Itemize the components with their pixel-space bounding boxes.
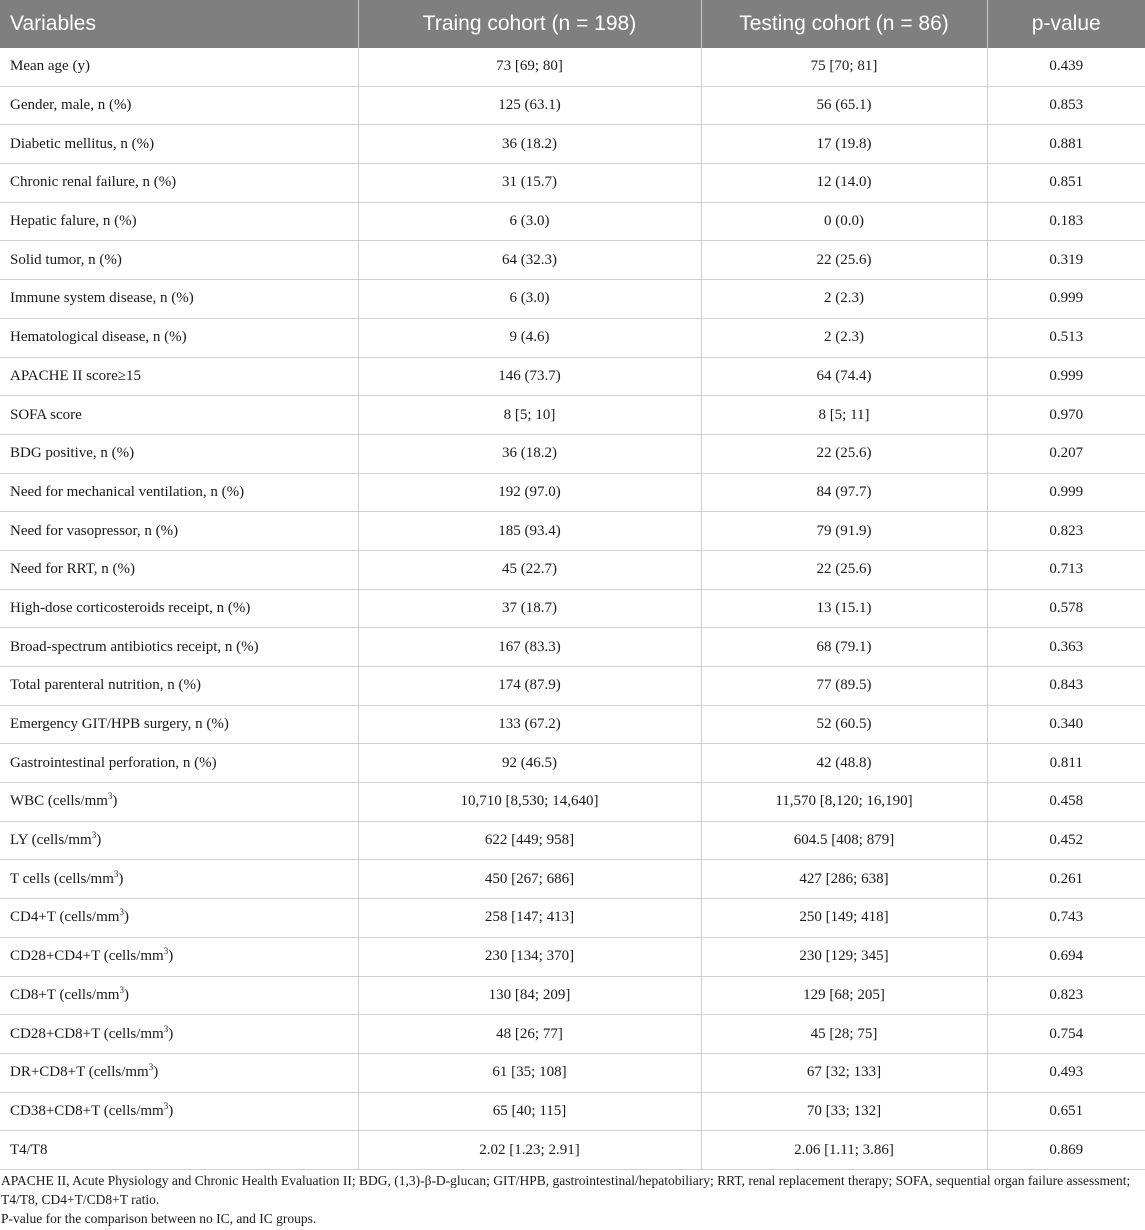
training-value-cell: 92 (46.5) [358,744,701,783]
variable-cell [0,86,358,125]
p-value-cell: 0.493 [987,1053,1145,1092]
testing-value-cell: 2.06 [1.11; 3.86] [701,1131,987,1170]
p-value-cell: 0.843 [987,667,1145,706]
testing-value-cell: 22 (25.6) [701,434,987,473]
p-value-cell: 0.853 [987,86,1145,125]
variable-label: Gastrointestinal perforation, n (%) [10,754,217,771]
table-row [0,125,1145,164]
testing-value-cell: 604.5 [408; 879] [701,821,987,860]
variable-cell [0,937,358,976]
training-value-cell: 167 (83.3) [358,628,701,667]
table-row [0,48,1145,86]
variable-cell [0,48,358,86]
table-row [0,434,1145,473]
table-row [0,1131,1145,1170]
p-value-cell: 0.340 [987,705,1145,744]
testing-value-cell: 13 (15.1) [701,589,987,628]
table-row [0,396,1145,435]
variable-cell [0,164,358,203]
variable-label-suffix: ) [168,1025,174,1042]
table-row [0,899,1145,938]
table-row [0,1053,1145,1092]
table-row [0,550,1145,589]
table-row [0,821,1145,860]
p-value-cell: 0.970 [987,396,1145,435]
testing-value-cell: 67 [32; 133] [701,1053,987,1092]
testing-value-cell: 12 (14.0) [701,164,987,203]
training-value-cell: 2.02 [1.23; 2.91] [358,1131,701,1170]
training-value-cell: 48 [26; 77] [358,1015,701,1054]
p-value-cell: 0.513 [987,318,1145,357]
testing-value-cell: 42 (48.8) [701,744,987,783]
variable-label-suffix: ) [96,832,102,849]
p-value-cell: 0.458 [987,783,1145,822]
p-value-cell: 0.439 [987,48,1145,86]
testing-value-cell: 84 (97.7) [701,473,987,512]
table-row [0,860,1145,899]
training-value-cell: 230 [134; 370] [358,937,701,976]
variable-cell [0,589,358,628]
variable-label: APACHE II score≥15 [10,367,142,384]
training-value-cell: 45 (22.7) [358,550,701,589]
variable-label: Need for RRT, n (%) [10,561,136,578]
variable-cell [0,125,358,164]
unit-superscript: 3 [107,791,113,802]
variable-cell [0,744,358,783]
table-row [0,202,1145,241]
testing-value-cell: 8 [5; 11] [701,396,987,435]
unit-superscript: 3 [119,984,124,995]
unit-superscript: 3 [163,946,169,957]
table-footnotes [1,1171,1141,1228]
header-p-value: p-value [987,0,1145,48]
variable-cell [0,667,358,706]
testing-value-cell: 79 (91.9) [701,512,987,551]
table-row [0,1015,1145,1054]
variable-cell [0,318,358,357]
training-value-cell: 61 [35; 108] [358,1053,701,1092]
training-value-cell: 36 (18.2) [358,125,701,164]
variable-label: CD4+T (cells/mm [10,909,120,926]
header-variables: Variables [0,0,358,48]
variable-label: Gender, male, n (%) [10,97,132,114]
variable-label-suffix: ) [168,948,174,965]
testing-value-cell: 64 (74.4) [701,357,987,396]
training-value-cell: 65 [40; 115] [358,1092,701,1131]
training-value-cell: 37 (18.7) [358,589,701,628]
table-row [0,164,1145,203]
variable-cell [0,976,358,1015]
variable-label: Need for mechanical ventilation, n (%) [10,483,245,500]
variable-label: CD28+CD4+T (cells/mm [10,948,164,965]
variable-label: CD28+CD8+T (cells/mm [10,1025,164,1042]
training-value-cell: 622 [449; 958] [358,821,701,860]
header-testing-cohort: Testing cohort (n = 86) [701,0,987,48]
p-value-cell: 0.881 [987,125,1145,164]
testing-value-cell: 70 [33; 132] [701,1092,987,1131]
training-value-cell: 31 (15.7) [358,164,701,203]
training-value-cell: 450 [267; 686] [358,860,701,899]
testing-value-cell: 22 (25.6) [701,550,987,589]
p-value-cell: 0.207 [987,434,1145,473]
table-row [0,783,1145,822]
table-row [0,589,1145,628]
header-training-cohort: Traing cohort (n = 198) [358,0,701,48]
footnote-p-value: P-value for the comparison between no IC, and IC groups. [1,1211,317,1226]
variable-label: Total parenteral nutrition, n (%) [10,677,201,694]
testing-value-cell: 52 (60.5) [701,705,987,744]
variable-cell [0,280,358,319]
variable-label: DR+CD8+T (cells/mm [10,1064,149,1081]
variable-label: CD8+T (cells/mm [10,986,120,1003]
testing-value-cell: 45 [28; 75] [701,1015,987,1054]
header-row [0,0,1145,48]
table-row [0,86,1145,125]
variable-label: Need for vasopressor, n (%) [10,522,179,539]
variable-cell [0,1092,358,1131]
testing-value-cell: 230 [129; 345] [701,937,987,976]
table-row [0,318,1145,357]
table-row [0,473,1145,512]
variable-cell [0,434,358,473]
p-value-cell: 0.183 [987,202,1145,241]
variable-label: Chronic renal failure, n (%) [10,174,177,191]
table-row [0,976,1145,1015]
training-value-cell: 6 (3.0) [358,202,701,241]
p-value-cell: 0.713 [987,550,1145,589]
variable-label: Diabetic mellitus, n (%) [10,135,155,152]
unit-superscript: 3 [91,830,97,841]
testing-value-cell: 56 (65.1) [701,86,987,125]
p-value-cell: 0.999 [987,357,1145,396]
variable-cell [0,550,358,589]
variable-label: Mean age (y) [10,58,90,75]
variable-label: T4/T8 [10,1141,48,1158]
testing-value-cell: 11,570 [8,120; 16,190] [701,783,987,822]
training-value-cell: 10,710 [8,530; 14,640] [358,783,701,822]
table-row [0,937,1145,976]
p-value-cell: 0.319 [987,241,1145,280]
p-value-cell: 0.651 [987,1092,1145,1131]
variable-label-suffix: ) [123,909,129,926]
unit-superscript: 3 [163,1023,169,1034]
variable-cell [0,705,358,744]
variable-label: Solid tumor, n (%) [10,251,122,268]
training-value-cell: 6 (3.0) [358,280,701,319]
p-value-cell: 0.869 [987,1131,1145,1170]
training-value-cell: 125 (63.1) [358,86,701,125]
testing-value-cell: 75 [70; 81] [701,48,987,86]
table-row [0,744,1145,783]
training-value-cell: 8 [5; 10] [358,396,701,435]
testing-value-cell: 129 [68; 205] [701,976,987,1015]
testing-value-cell: 250 [149; 418] [701,899,987,938]
variable-cell [0,899,358,938]
unit-superscript: 3 [148,1062,154,1073]
variable-label-suffix: ) [118,870,124,887]
table-body [0,48,1145,1169]
table-row [0,667,1145,706]
table-row [0,705,1145,744]
testing-value-cell: 22 (25.6) [701,241,987,280]
variable-label: LY (cells/mm [10,832,92,849]
p-value-cell: 0.754 [987,1015,1145,1054]
unit-superscript: 3 [119,907,124,918]
variable-cell [0,628,358,667]
testing-value-cell: 17 (19.8) [701,125,987,164]
training-value-cell: 192 (97.0) [358,473,701,512]
p-value-cell: 0.363 [987,628,1145,667]
testing-value-cell: 68 (79.1) [701,628,987,667]
variable-label: Hepatic falure, n (%) [10,213,137,230]
table-row [0,1092,1145,1131]
variable-cell [0,860,358,899]
testing-value-cell: 77 (89.5) [701,667,987,706]
variable-label: WBC (cells/mm [10,793,108,810]
p-value-cell: 0.261 [987,860,1145,899]
table-header [0,0,1145,48]
variable-cell [0,512,358,551]
unit-superscript: 3 [113,868,119,879]
table-row [0,357,1145,396]
unit-superscript: 3 [163,1100,169,1111]
table-row [0,628,1145,667]
training-value-cell: 73 [69; 80] [358,48,701,86]
p-value-cell: 0.452 [987,821,1145,860]
variable-cell [0,473,358,512]
p-value-cell: 0.578 [987,589,1145,628]
p-value-cell: 0.694 [987,937,1145,976]
variable-label: Immune system disease, n (%) [10,290,194,307]
p-value-cell: 0.999 [987,473,1145,512]
testing-value-cell: 2 (2.3) [701,280,987,319]
variable-label: Hematological disease, n (%) [10,329,187,346]
variable-cell [0,202,358,241]
training-value-cell: 64 (32.3) [358,241,701,280]
p-value-cell: 0.823 [987,976,1145,1015]
variable-label: CD38+CD8+T (cells/mm [10,1102,164,1119]
footnote-abbreviations: APACHE II, Acute Physiology and Chronic Health Evaluation II; BDG, (1,3)-β-D-glucan; GIT/HPB, gastrointestinal/hepatobiliary; RRT, renal replacement therapy; SOFA, sequential organ failure assessment; T4/T8, CD4+T/CD8+T ratio. [1,1173,1131,1207]
training-value-cell: 130 [84; 209] [358,976,701,1015]
p-value-cell: 0.851 [987,164,1145,203]
variable-label: Emergency GIT/HPB surgery, n (%) [10,716,229,733]
variable-cell [0,1015,358,1054]
variable-label: SOFA score [10,406,82,423]
table-row [0,280,1145,319]
testing-value-cell: 427 [286; 638] [701,860,987,899]
training-value-cell: 174 (87.9) [358,667,701,706]
variable-cell [0,1053,358,1092]
p-value-cell: 0.811 [987,744,1145,783]
variable-label-suffix: ) [123,986,129,1003]
training-value-cell: 9 (4.6) [358,318,701,357]
p-value-cell: 0.743 [987,899,1145,938]
p-value-cell: 0.823 [987,512,1145,551]
table-row [0,241,1145,280]
training-value-cell: 185 (93.4) [358,512,701,551]
variable-cell [0,821,358,860]
training-value-cell: 258 [147; 413] [358,899,701,938]
variable-label: BDG positive, n (%) [10,445,135,462]
variable-label-suffix: ) [168,1102,174,1119]
testing-value-cell: 0 (0.0) [701,202,987,241]
testing-value-cell: 2 (2.3) [701,318,987,357]
variable-label: T cells (cells/mm [10,870,114,887]
variable-label: High-dose corticosteroids receipt, n (%) [10,599,251,616]
training-value-cell: 36 (18.2) [358,434,701,473]
table-row [0,512,1145,551]
variable-cell [0,783,358,822]
variable-label-suffix: ) [112,793,118,810]
p-value-cell: 0.999 [987,280,1145,319]
training-value-cell: 146 (73.7) [358,357,701,396]
variable-label-suffix: ) [153,1064,159,1081]
variable-label: Broad-spectrum antibiotics receipt, n (%) [10,638,259,655]
variable-cell [0,396,358,435]
variable-cell [0,357,358,396]
training-value-cell: 133 (67.2) [358,705,701,744]
variable-cell [0,241,358,280]
variable-cell [0,1131,358,1170]
